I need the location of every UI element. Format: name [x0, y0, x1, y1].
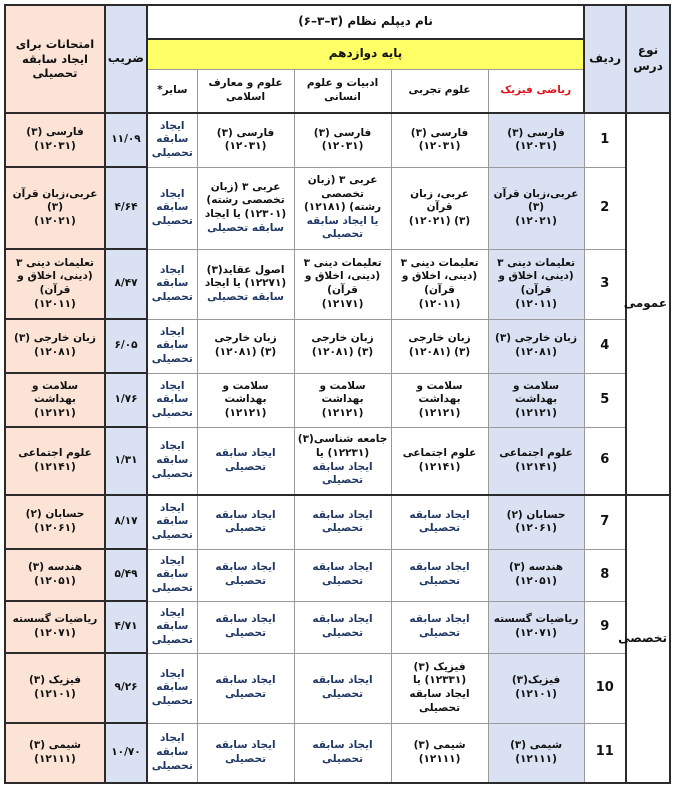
- row-number: 4: [584, 319, 626, 373]
- cell-islamic: ایجاد سابقه تحصیلی: [197, 427, 294, 495]
- cell-science: علوم اجتماعی (۱۲۱۴۱): [391, 427, 488, 495]
- cell-humanities-course: عربی ۳ (زبان تخصصی رشته) (۱۲۱۸۱): [303, 173, 382, 214]
- row-number: 5: [584, 373, 626, 427]
- cell-humanities: تعلیمات دینی ۳ (دینی، اخلاق و قرآن) (۱۲۱۷۱): [294, 249, 391, 319]
- header-exams: امتحانات برای ایجاد سابقه تحصیلی: [5, 5, 105, 113]
- cell-math: حسابان (۲) (۱۲۰۶۱): [488, 495, 584, 549]
- cell-coefficient: ۱/۷۶: [105, 373, 147, 427]
- cell-math: فارسی (۳) (۱۲۰۳۱): [488, 113, 584, 167]
- cell-humanities-course: جامعه شناسی(۳) (۱۲۲۳۱) یا: [297, 433, 388, 460]
- cell-other: ایجاد سابقه تحصیلی: [147, 427, 197, 495]
- table-row: [5, 113, 670, 167]
- table-row: [5, 427, 670, 495]
- cell-other: ایجاد سابقه تحصیلی: [147, 319, 197, 373]
- row-number: 11: [584, 723, 626, 783]
- cell-other: ایجاد سابقه تحصیلی: [147, 653, 197, 723]
- cell-science: ایجاد سابقه تحصیلی: [391, 495, 488, 549]
- row-number: 2: [584, 167, 626, 249]
- table-row: [5, 495, 670, 549]
- cell-other: ایجاد سابقه تحصیلی: [147, 495, 197, 549]
- cell-humanities: زبان خارجی (۳) (۱۲۰۸۱): [294, 319, 391, 373]
- group-general: عمومی: [626, 113, 670, 495]
- cell-islamic: ایجاد سابقه تحصیلی: [197, 723, 294, 783]
- cell-exam: ریاضیات گسسته (۱۲۰۷۱): [5, 601, 105, 653]
- cell-humanities: ایجاد سابقه تحصیلی: [294, 723, 391, 783]
- table-row: [5, 601, 670, 653]
- cell-science: فارسی (۳) (۱۲۰۳۱): [391, 113, 488, 167]
- cell-humanities: فارسی (۳) (۱۲۰۳۱): [294, 113, 391, 167]
- cell-exam: حسابان (۲) (۱۲۰۶۱): [5, 495, 105, 549]
- cell-islamic: زبان خارجی (۳) (۱۲۰۸۱): [197, 319, 294, 373]
- table-row: [5, 319, 670, 373]
- cell-math: ریاضیات گسسته (۱۲۰۷۱): [488, 601, 584, 653]
- cell-math: فیزیک(۳) (۱۲۱۰۱): [488, 653, 584, 723]
- cell-science-course: فیزیک (۳) (۱۲۳۳۱) یا: [412, 660, 467, 687]
- cell-exam: زبان خارجی (۳) (۱۲۰۸۱): [5, 319, 105, 373]
- cell-math: سلامت و بهداشت (۱۲۱۲۱): [488, 373, 584, 427]
- cell-exam: عربی،زبان قرآن (۳) (۱۲۰۲۱): [5, 167, 105, 249]
- cell-exam: فارسی (۳) (۱۲۰۳۱): [5, 113, 105, 167]
- row-number: 9: [584, 601, 626, 653]
- cell-other: ایجاد سابقه تحصیلی: [147, 723, 197, 783]
- cell-humanities: ایجاد سابقه تحصیلی: [294, 495, 391, 549]
- cell-humanities-alternative: ایجاد سابقه تحصیلی: [312, 460, 373, 487]
- cell-science: ایجاد سابقه تحصیلی: [391, 549, 488, 601]
- cell-coefficient: ۶/۰۵: [105, 319, 147, 373]
- header-coefficient: ضریب: [105, 5, 147, 113]
- cell-other: ایجاد سابقه تحصیلی: [147, 549, 197, 601]
- cell-coefficient: ۱۰/۷۰: [105, 723, 147, 783]
- cell-coefficient: ۱/۳۱: [105, 427, 147, 495]
- group-specialized: تخصصی: [626, 495, 670, 783]
- cell-humanities-alternative: یا ایجاد سابقه تحصیلی: [306, 214, 379, 241]
- cell-islamic: فارسی (۳) (۱۲۰۳۱): [197, 113, 294, 167]
- cell-exam: شیمی (۳) (۱۲۱۱۱): [5, 723, 105, 783]
- diploma-course-table: [4, 4, 671, 784]
- cell-math: علوم اجتماعی (۱۲۱۴۱): [488, 427, 584, 495]
- row-number: 8: [584, 549, 626, 601]
- table-row: [5, 723, 670, 783]
- cell-other: ایجاد سابقه تحصیلی: [147, 601, 197, 653]
- cell-coefficient: ۱۱/۰۹: [105, 113, 147, 167]
- cell-humanities: ایجاد سابقه تحصیلی: [294, 601, 391, 653]
- cell-exam: سلامت و بهداشت (۱۲۱۲۱): [5, 373, 105, 427]
- cell-science: زبان خارجی (۳) (۱۲۰۸۱): [391, 319, 488, 373]
- table-row: [5, 167, 670, 249]
- header-col-other: سایر*: [147, 69, 197, 113]
- cell-exam: هندسه (۳) (۱۲۰۵۱): [5, 549, 105, 601]
- cell-islamic: ایجاد سابقه تحصیلی: [197, 653, 294, 723]
- table-row: [5, 373, 670, 427]
- cell-islamic: ایجاد سابقه تحصیلی: [197, 601, 294, 653]
- header-title: نام دیپلم نظام (۳–۳–۶): [147, 5, 584, 39]
- cell-islamic: سلامت و بهداشت (۱۲۱۲۱): [197, 373, 294, 427]
- table-row: [5, 549, 670, 601]
- cell-science: [391, 653, 488, 723]
- header-col-science: علوم تجربی: [391, 69, 488, 113]
- cell-islamic: ایجاد سابقه تحصیلی: [197, 549, 294, 601]
- cell-science: ایجاد سابقه تحصیلی: [391, 601, 488, 653]
- header-grade: پایه دوازدهم: [147, 39, 584, 69]
- cell-math: تعلیمات دینی ۳ (دینی، اخلاق و قرآن) (۱۲۰۱۱): [488, 249, 584, 319]
- cell-science: سلامت و بهداشت (۱۲۱۲۱): [391, 373, 488, 427]
- row-number: 7: [584, 495, 626, 549]
- cell-islamic: [197, 249, 294, 319]
- table-row: [5, 653, 670, 723]
- cell-humanities: ایجاد سابقه تحصیلی: [294, 549, 391, 601]
- cell-math: عربی،زبان قرآن (۳) (۱۲۰۲۱): [488, 167, 584, 249]
- diploma-table-wrapper: [4, 4, 669, 784]
- row-number: 10: [584, 653, 626, 723]
- header-col-humanities: ادبیات و علوم انسانی: [294, 69, 391, 113]
- cell-science-alternative: ایجاد سابقه تحصیلی: [409, 688, 470, 714]
- cell-islamic-course: اصول عقاید(۳) (۱۲۲۷۱) یا ایجاد: [204, 263, 287, 290]
- cell-other: ایجاد سابقه تحصیلی: [147, 167, 197, 249]
- cell-islamic-alternative: سابقه تحصیلی: [207, 221, 284, 234]
- row-number: 3: [584, 249, 626, 319]
- cell-islamic-alternative: سابقه تحصیلی: [207, 290, 284, 303]
- cell-math: زبان خارجی (۳) (۱۲۰۸۱): [488, 319, 584, 373]
- cell-other: ایجاد سابقه تحصیلی: [147, 249, 197, 319]
- cell-humanities: ایجاد سابقه تحصیلی: [294, 653, 391, 723]
- cell-humanities: [294, 167, 391, 249]
- cell-exam: فیزیک (۳) (۱۲۱۰۱): [5, 653, 105, 723]
- cell-islamic: [197, 167, 294, 249]
- cell-exam: علوم اجتماعی (۱۲۱۴۱): [5, 427, 105, 495]
- cell-other: ایجاد سابقه تحصیلی: [147, 113, 197, 167]
- cell-math: شیمی (۳) (۱۲۱۱۱): [488, 723, 584, 783]
- cell-science: تعلیمات دینی ۳ (دینی، اخلاق و قرآن) (۱۲۰۱۱): [391, 249, 488, 319]
- row-number: 1: [584, 113, 626, 167]
- cell-science: شیمی (۳) (۱۲۱۱۱): [391, 723, 488, 783]
- header-col-math: ریاضی فیزیک: [488, 69, 584, 113]
- cell-islamic-course: عربی ۳ (زبان تخصصی رشته) (۱۲۳۰۱) یا ایجاد: [204, 180, 287, 220]
- header-row-label: ردیف: [584, 5, 626, 113]
- cell-science: عربی، زبان قرآن (۳) (۱۲۰۲۱): [391, 167, 488, 249]
- cell-coefficient: ۴/۶۴: [105, 167, 147, 249]
- cell-coefficient: ۴/۷۱: [105, 601, 147, 653]
- header-col-islamic: علوم و معارف اسلامی: [197, 69, 294, 113]
- cell-coefficient: ۹/۲۶: [105, 653, 147, 723]
- cell-other: ایجاد سابقه تحصیلی: [147, 373, 197, 427]
- cell-islamic: ایجاد سابقه تحصیلی: [197, 495, 294, 549]
- cell-humanities: [294, 427, 391, 495]
- cell-humanities: سلامت و بهداشت (۱۲۱۲۱): [294, 373, 391, 427]
- cell-coefficient: ۸/۴۷: [105, 249, 147, 319]
- cell-coefficient: ۸/۱۷: [105, 495, 147, 549]
- row-number: 6: [584, 427, 626, 495]
- cell-coefficient: ۵/۴۹: [105, 549, 147, 601]
- header-course-type: نوع درس: [626, 5, 670, 113]
- cell-math: هندسه (۳) (۱۲۰۵۱): [488, 549, 584, 601]
- table-row: [5, 249, 670, 319]
- cell-exam: تعلیمات دینی ۳ (دینی، اخلاق و قرآن) (۱۲۰۱۱): [5, 249, 105, 319]
